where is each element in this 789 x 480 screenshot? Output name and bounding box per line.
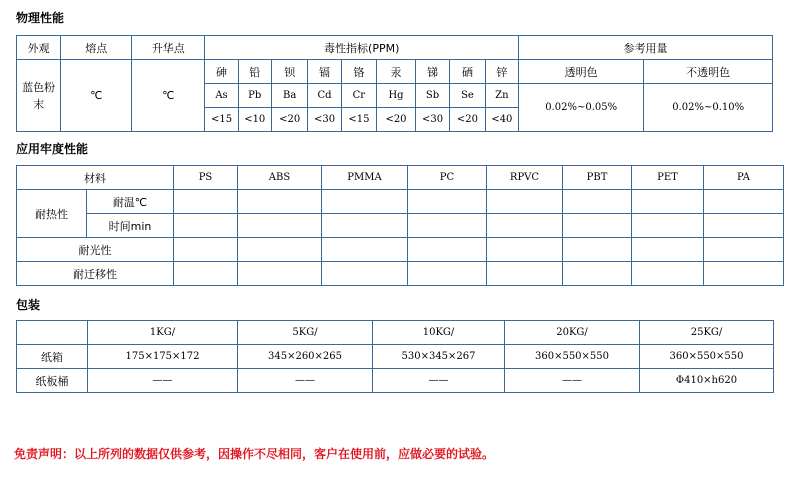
element-names-row (17, 60, 773, 84)
element-name: 锑 (415, 60, 449, 84)
physical-properties-table (16, 35, 773, 132)
empty-cell (408, 190, 487, 214)
heat-time-row (17, 214, 784, 238)
melting-point-header: 熔点 (61, 36, 132, 60)
empty-cell (632, 262, 704, 286)
appearance-value: 蓝色粉末 (17, 60, 61, 132)
empty-cell (322, 262, 408, 286)
empty-cell (322, 214, 408, 238)
element-name: 砷 (205, 60, 238, 84)
element-symbol: Zn (485, 84, 518, 108)
element-symbol: Se (450, 84, 485, 108)
empty-cell (408, 238, 487, 262)
fastness-section-title: 应用牢度性能 (16, 142, 89, 156)
element-limit: <15 (205, 108, 238, 132)
carton-dimension: 360×550×550 (640, 345, 774, 369)
heat-temperature-row (17, 190, 784, 214)
element-symbol: As (205, 84, 238, 108)
element-limit: <20 (271, 108, 308, 132)
empty-cell (17, 321, 88, 345)
element-symbol: Cr (341, 84, 376, 108)
sublimation-point-value: ℃ (132, 60, 205, 132)
empty-cell (408, 214, 487, 238)
empty-cell (487, 262, 563, 286)
material-name: PMMA (322, 166, 408, 190)
empty-cell (704, 262, 784, 286)
empty-cell (632, 238, 704, 262)
material-label: 材料 (17, 166, 174, 190)
migration-row (17, 262, 784, 286)
fastness-table (16, 165, 784, 286)
toxicity-header: 毒性指标(PPM) (205, 36, 519, 60)
element-name: 铅 (238, 60, 271, 84)
carton-label: 纸箱 (17, 345, 88, 369)
package-size: 5KG/ (238, 321, 373, 345)
drum-label: 纸板桶 (17, 369, 88, 393)
element-limit: <40 (485, 108, 518, 132)
light-fastness-label: 耐光性 (17, 238, 174, 262)
packaging-section-title: 包装 (16, 298, 41, 312)
empty-cell (322, 190, 408, 214)
empty-cell (563, 238, 632, 262)
transparent-dosage-value: 0.02%~0.05% (519, 84, 644, 132)
element-limit: <10 (238, 108, 271, 132)
empty-cell (704, 190, 784, 214)
disclaimer-text: 免责声明：以上所列的数据仅供参考，因操作不尽相同，客户在使用前，应做必要的试验。 (14, 447, 495, 461)
melting-point-value: ℃ (61, 60, 132, 132)
package-size: 1KG/ (88, 321, 238, 345)
material-name: PS (174, 166, 238, 190)
empty-cell (238, 214, 322, 238)
empty-cell (487, 214, 563, 238)
empty-cell (563, 262, 632, 286)
element-symbol: Cd (308, 84, 341, 108)
element-limit: <20 (377, 108, 416, 132)
migration-resistance-label: 耐迁移性 (17, 262, 174, 286)
material-name: ABS (238, 166, 322, 190)
empty-cell (174, 214, 238, 238)
element-limit: <30 (308, 108, 341, 132)
element-name: 汞 (377, 60, 416, 84)
element-limit: <15 (341, 108, 376, 132)
empty-cell (563, 190, 632, 214)
packaging-table (16, 320, 774, 393)
material-name: PET (632, 166, 704, 190)
element-name: 钡 (271, 60, 308, 84)
drum-dimension: Φ410×h620 (640, 369, 774, 393)
empty-cell (563, 214, 632, 238)
empty-cell (174, 238, 238, 262)
carton-row (17, 345, 774, 369)
element-symbol: Pb (238, 84, 271, 108)
drum-dimension: —— (373, 369, 505, 393)
element-limit: <30 (415, 108, 449, 132)
package-sizes-row (17, 321, 774, 345)
empty-cell (487, 238, 563, 262)
empty-cell (174, 190, 238, 214)
time-label: 时间min (87, 214, 174, 238)
element-name: 硒 (450, 60, 485, 84)
appearance-header: 外观 (17, 36, 61, 60)
material-name: RPVC (487, 166, 563, 190)
empty-cell (238, 190, 322, 214)
element-name: 铬 (341, 60, 376, 84)
carton-dimension: 360×550×550 (505, 345, 640, 369)
drum-dimension: —— (88, 369, 238, 393)
empty-cell (408, 262, 487, 286)
package-size: 10KG/ (373, 321, 505, 345)
opaque-header: 不透明色 (644, 60, 773, 84)
empty-cell (322, 238, 408, 262)
opaque-dosage-value: 0.02%~0.10% (644, 84, 773, 132)
element-symbol: Hg (377, 84, 416, 108)
drum-dimension: —— (238, 369, 373, 393)
carton-dimension: 175×175×172 (88, 345, 238, 369)
empty-cell (704, 238, 784, 262)
empty-cell (174, 262, 238, 286)
heat-resistance-label: 耐热性 (17, 190, 87, 238)
sublimation-point-header: 升华点 (132, 36, 205, 60)
element-limit: <20 (450, 108, 485, 132)
material-name: PA (704, 166, 784, 190)
drum-dimension: —— (505, 369, 640, 393)
drum-row (17, 369, 774, 393)
dosage-header: 参考用量 (519, 36, 773, 60)
package-size: 25KG/ (640, 321, 774, 345)
carton-dimension: 345×260×265 (238, 345, 373, 369)
materials-row (17, 166, 784, 190)
material-name: PC (408, 166, 487, 190)
element-symbol: Sb (415, 84, 449, 108)
physical-section-title: 物理性能 (16, 11, 65, 25)
empty-cell (238, 262, 322, 286)
empty-cell (704, 214, 784, 238)
package-size: 20KG/ (505, 321, 640, 345)
element-name: 镉 (308, 60, 341, 84)
transparent-header: 透明色 (519, 60, 644, 84)
empty-cell (632, 190, 704, 214)
carton-dimension: 530×345×267 (373, 345, 505, 369)
element-symbol: Ba (271, 84, 308, 108)
empty-cell (487, 190, 563, 214)
light-fastness-row (17, 238, 784, 262)
material-name: PBT (563, 166, 632, 190)
temperature-label: 耐温℃ (87, 190, 174, 214)
element-name: 锌 (485, 60, 518, 84)
empty-cell (632, 214, 704, 238)
empty-cell (238, 238, 322, 262)
